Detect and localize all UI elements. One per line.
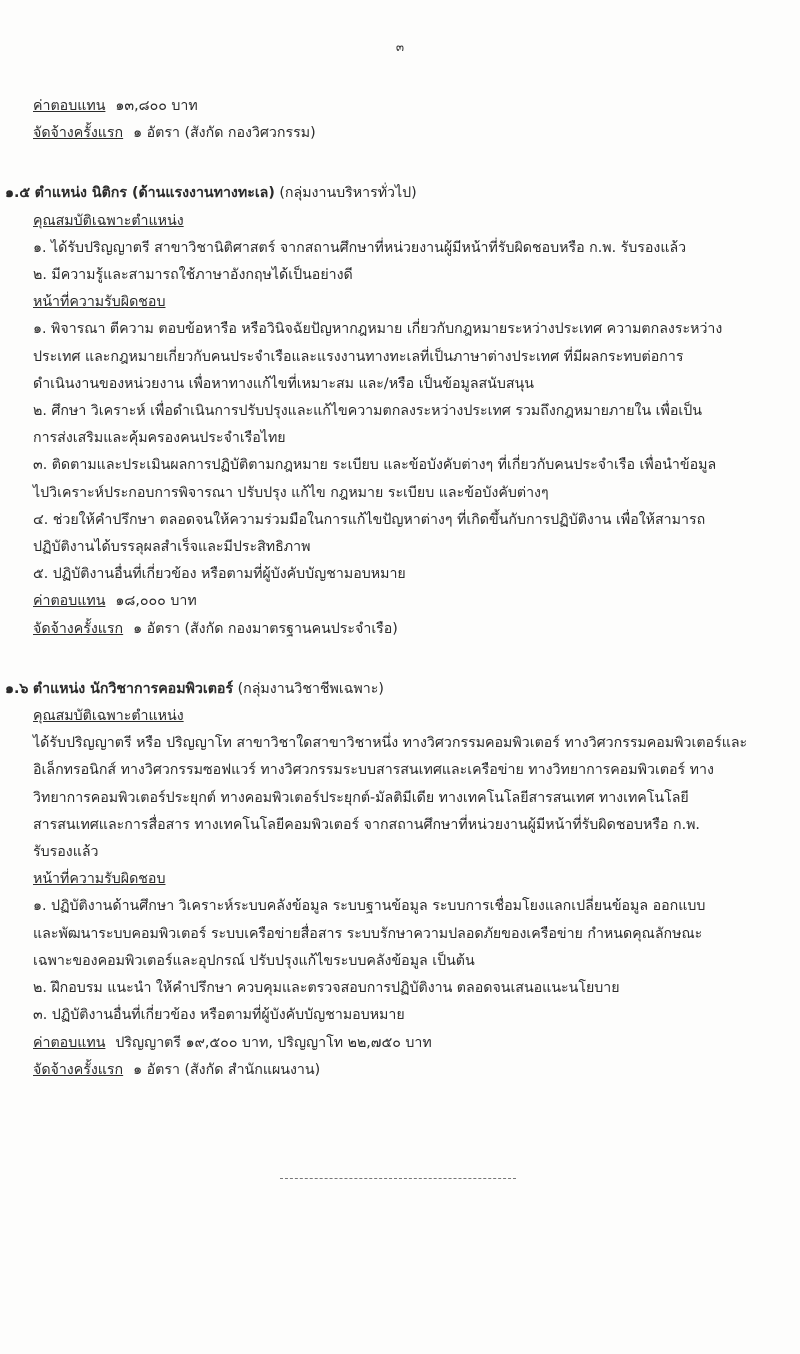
- hire-label: จัดจ้างครั้งแรก: [33, 125, 124, 142]
- section-number: ๑.๖: [5, 680, 29, 697]
- section-group: (กลุ่มงานบริหารทั่วไป): [279, 185, 417, 202]
- compensation-label: ค่าตอบแทน: [33, 1034, 106, 1051]
- compensation-row: [0, 588, 800, 615]
- hire-label: จัดจ้างครั้งแรก: [33, 1061, 124, 1078]
- qualifications-label: คุณสมบัติเฉพาะตำแหน่ง: [33, 212, 184, 229]
- qualification-item: ๒. มีความรู้และสามารถใช้ภาษาอังกฤษได้เป็นอย่างดี: [33, 267, 353, 284]
- hire-value: ๑ อัตรา (สังกัด สำนักแผนงาน): [133, 1061, 321, 1078]
- duty-line: ๓. ปฏิบัติงานอื่นที่เกี่ยวข้อง หรือตามที่ผู้บังคับบัญชามอบหมาย: [33, 1007, 405, 1024]
- compensation-value: ๑๓,๘๐๐ บาท: [115, 98, 198, 114]
- compensation-label: ค่าตอบแทน: [33, 98, 106, 114]
- duty-line: ๒. ฝึกอบรม แนะนำ ให้คำปรึกษา ควบคุมและตรวจสอบการปฏิบัติงาน ตลอดจนเสนอแนะนโยบาย: [33, 980, 620, 997]
- duty-line: ไปวิเคราะห์ประกอบการพิจารณา ปรับปรุง แก้ไข กฎหมาย ระเบียบ และข้อบังคับต่างๆ: [33, 484, 549, 501]
- hire-label: จัดจ้างครั้งแรก: [33, 620, 124, 637]
- duties-label: หน้าที่ความรับผิดชอบ: [33, 871, 166, 888]
- duty-line: ปฏิบัติงานได้บรรลุผลสำเร็จและมีประสิทธิภาพ: [33, 539, 311, 556]
- section-heading-1-5: [0, 180, 800, 207]
- duty-line: ๕. ปฏิบัติงานอื่นที่เกี่ยวข้อง หรือตามที่ผู้บังคับบัญชามอบหมาย: [33, 566, 406, 583]
- hire-value: ๑ อัตรา (สังกัด กองวิศวกรรม): [133, 125, 316, 142]
- hire-row: [0, 616, 800, 643]
- qualification-item: ๑. ได้รับปริญญาตรี สาขาวิชานิติศาสตร์ จากสถานศึกษาที่หน่วยงานผู้มีหน้าที่รับผิดชอบหรือ ก.พ. รับรองแล้ว: [33, 239, 687, 256]
- compensation-label: ค่าตอบแทน: [33, 593, 106, 610]
- duty-line: ๒. ศึกษา วิเคราะห์ เพื่อดำเนินการปรับปรุงและแก้ไขความตกลงระหว่างประเทศ รวมถึงกฎหมายภายใน เพื่อเป็น: [33, 403, 702, 420]
- duty-line: การส่งเสริมและคุ้มครองคนประจำเรือไทย: [33, 430, 286, 447]
- qualification-line: ได้รับปริญญาตรี หรือ ปริญญาโท สาขาวิชาใดสาขาวิชาหนึ่ง ทางวิศวกรรมคอมพิวเตอร์ ทางวิศวกรรมคอมพิวเตอร์และ: [33, 735, 748, 752]
- section-group: (กลุ่มงานวิชาชีพเฉพาะ): [237, 680, 384, 697]
- section-heading-1-6: [0, 676, 800, 703]
- duties-label: หน้าที่ความรับผิดชอบ: [33, 294, 166, 311]
- compensation-value: ๑๘,๐๐๐ บาท: [115, 593, 197, 610]
- page-number: ๓: [395, 40, 405, 54]
- qualification-line: อิเล็กทรอนิกส์ ทางวิศวกรรมซอฟแวร์ ทางวิศวกรรมระบบสารสนเทศและเครือข่าย ทางวิทยาการคอมพิวเตอร์ ทาง: [33, 762, 714, 779]
- section-title: ตำแหน่ง นักวิชาการคอมพิวเตอร์: [32, 680, 234, 697]
- duty-line: ๑. ปฏิบัติงานด้านศึกษา วิเคราะห์ระบบคลังข้อมูล ระบบฐานข้อมูล ระบบการเชื่อมโยงแลกเปลี่ยนข้อมูล ออกแบบ: [33, 898, 706, 915]
- duty-line: ๓. ติดตามและประเมินผลการปฏิบัติตามกฎหมาย ระเบียบ และข้อบังคับต่างๆ ที่เกี่ยวกับคนประจำเรือ เพื่อนำข้อมูล: [33, 457, 717, 474]
- duty-line: ๑. พิจารณา ตีความ ตอบข้อหารือ หรือวินิจฉัยปัญหากฎหมาย เกี่ยวกับกฎหมายระหว่างประเทศ ความตกลงระหว่าง: [33, 321, 723, 338]
- hire-value: ๑ อัตรา (สังกัด กองมาตรฐานคนประจำเรือ): [133, 620, 398, 637]
- qualification-line: สารสนเทศและการสื่อสาร ทางเทคโนโลยีคอมพิวเตอร์ จากสถานศึกษาที่หน่วยงานผู้มีหน้าที่รับผิดชอบหรือ ก.พ.: [33, 816, 700, 833]
- duty-line: ประเทศ และกฎหมายเกี่ยวกับคนประจำเรือและแรงงานทางทะเลที่เป็นภาษาต่างประเทศ ที่มีผลกระทบต่อการ: [33, 348, 684, 365]
- compensation-value: ปริญญาตรี ๑๙,๕๐๐ บาท, ปริญญาโท ๒๒,๗๕๐ บาท: [115, 1034, 432, 1051]
- end-divider: [280, 1178, 516, 1179]
- document-body: [0, 93, 800, 1084]
- qualification-line: รับรองแล้ว: [33, 844, 99, 861]
- compensation-row: [0, 1030, 800, 1057]
- section-number: ๑.๕: [5, 185, 31, 202]
- duty-line: ดำเนินงานของหน่วยงาน เพื่อหาทางแก้ไขที่เหมาะสม และ/หรือ เป็นข้อมูลสนับสนุน: [33, 375, 534, 392]
- intro-compensation: [0, 93, 800, 120]
- duty-line: ๔. ช่วยให้คำปรึกษา ตลอดจนให้ความร่วมมือในการแก้ไขปัญหาต่างๆ ที่เกิดขึ้นกับการปฏิบัติงาน เพื่อให้สามารถ: [33, 511, 706, 528]
- hire-row: [0, 1057, 800, 1084]
- duty-line: และพัฒนาระบบคอมพิวเตอร์ ระบบเครือข่ายสื่อสาร ระบบรักษาความปลอดภัยของเครือข่าย กำหนดคุณลักษณะ: [33, 925, 703, 942]
- qualifications-label: คุณสมบัติเฉพาะตำแหน่ง: [33, 708, 184, 725]
- qualification-line: วิทยาการคอมพิวเตอร์ประยุกต์ ทางคอมพิวเตอร์ประยุกต์-มัลติมีเดีย ทางเทคโนโลยีสารสนเทศ ทางเทคโนโลยี: [33, 789, 689, 806]
- intro-hire: [0, 120, 800, 147]
- section-title: ตำแหน่ง นิติกร (ด้านแรงงานทางทะเล): [34, 185, 275, 202]
- duty-line: เฉพาะของคอมพิวเตอร์และอุปกรณ์ ปรับปรุงแก้ไขระบบคลังข้อมูล เป็นต้น: [33, 952, 475, 969]
